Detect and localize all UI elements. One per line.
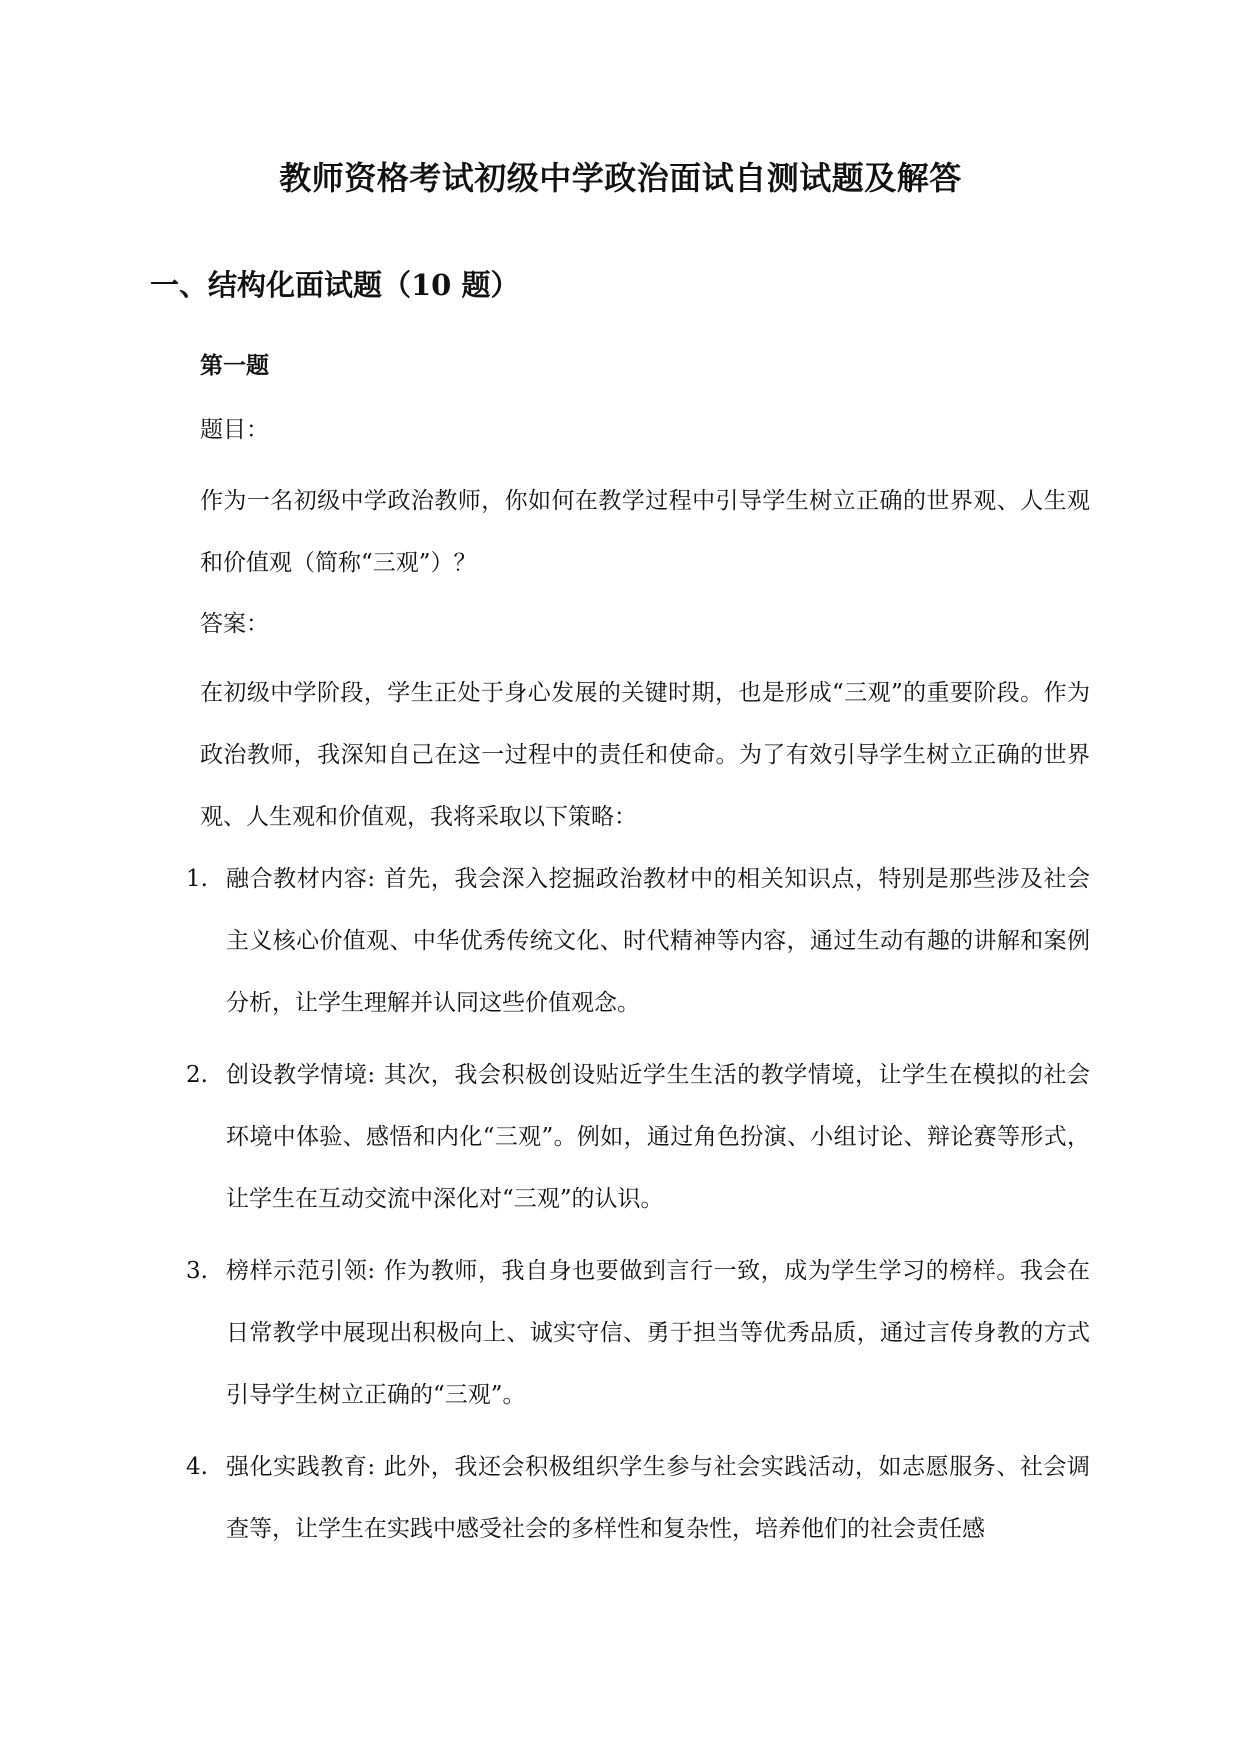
question-title: 第一题 bbox=[200, 352, 269, 379]
list-item-text: 此外，我还会积极组织学生参与社会实践活动，如志愿服务、社会调查等，让学生在实践中感受社会的多样性和复杂性，培养他们的社会责任感 bbox=[226, 1454, 1090, 1542]
list-item-number: 2. bbox=[186, 1062, 208, 1088]
list-item-heading: 榜样示范引领: bbox=[226, 1258, 376, 1284]
list-item-heading: 强化实践教育: bbox=[226, 1454, 376, 1480]
question-label: 题目： bbox=[200, 417, 269, 443]
list-item-number: 1. bbox=[186, 866, 208, 892]
list-item-number: 3. bbox=[186, 1258, 208, 1284]
list-item bbox=[182, 848, 1090, 1034]
answer-label: 答案： bbox=[200, 611, 269, 637]
list-item-text: 首先，我会深入挖掘政治教材中的相关知识点，特别是那些涉及社会主义核心价值观、中华优秀传统文化、时代精神等内容，通过生动有趣的讲解和案例分析，让学生理解并认同这些价值观念。 bbox=[226, 866, 1090, 1016]
list-item-text: 其次，我会积极创设贴近学生生活的教学情境，让学生在模拟的社会环境中体验、感悟和内化“三观”。例如，通过角色扮演、小组讨论、辩论赛等形式，让学生在互动交流中深化对“三观”的认识。 bbox=[226, 1062, 1090, 1212]
list-item-number: 4. bbox=[186, 1454, 208, 1480]
answer-intro: 在初级中学阶段，学生正处于身心发展的关键时期，也是形成“三观”的重要阶段。作为政治教师，我深知自己在这一过程中的责任和使命。为了有效引导学生树立正确的世界观、人生观和价值观，我将采取以下策略： bbox=[200, 680, 1090, 830]
document-title: 教师资格考试初级中学政治面试自测试题及解答 bbox=[279, 159, 962, 197]
question-text: 作为一名初级中学政治教师，你如何在教学过程中引导学生树立正确的世界观、人生观和价值观（简称“三观”）？ bbox=[200, 488, 1090, 576]
list-item-heading: 创设教学情境: bbox=[226, 1062, 376, 1088]
list-item-heading: 融合教材内容: bbox=[226, 866, 376, 892]
answer-strategy-list bbox=[182, 848, 1090, 1570]
list-item bbox=[182, 1436, 1090, 1560]
list-item bbox=[182, 1240, 1090, 1426]
section-heading: 一、结构化面试题（10 题） bbox=[150, 268, 520, 302]
list-item bbox=[182, 1044, 1090, 1230]
list-item-text: 作为教师，我自身也要做到言行一致，成为学生学习的榜样。我会在日常教学中展现出积极向上、诚实守信、勇于担当等优秀品质，通过言传身教的方式引导学生树立正确的“三观”。 bbox=[226, 1258, 1090, 1408]
